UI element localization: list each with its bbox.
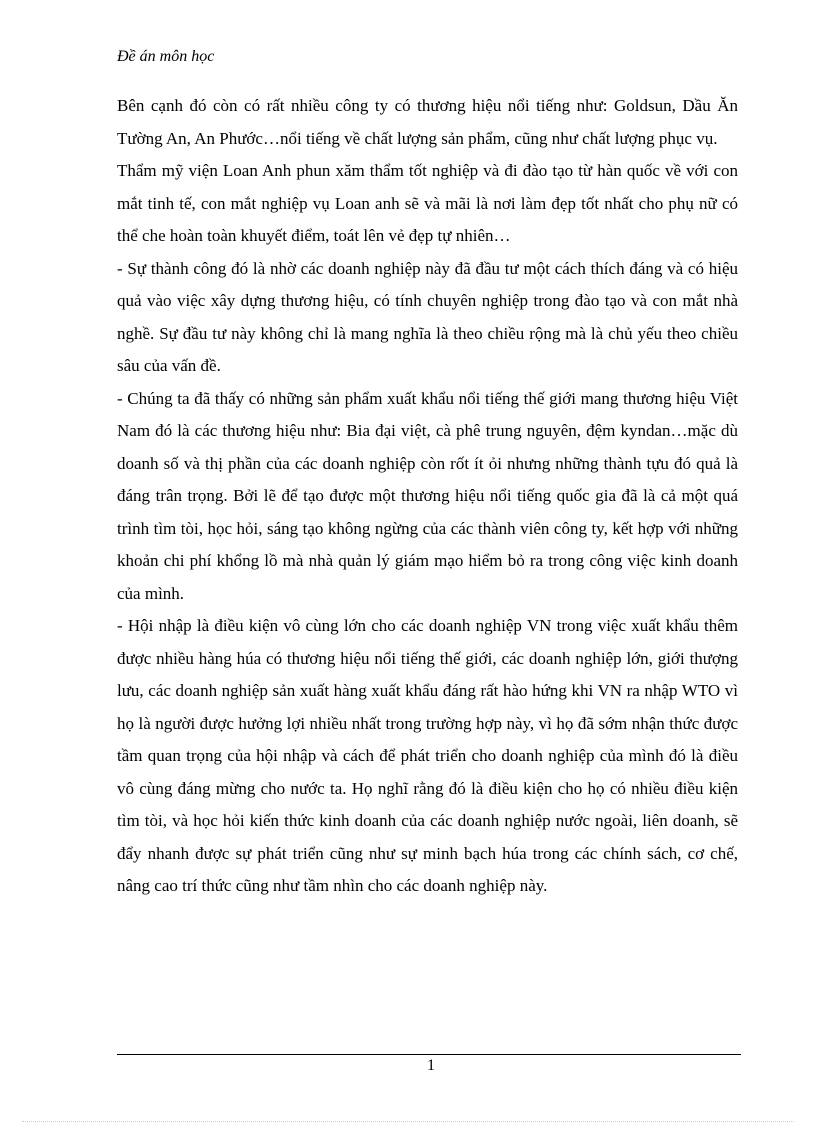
paragraph-brands: Bên cạnh đó còn có rất nhiều công ty có thương hiệu nổi tiếng như: Goldsun, Dầu Ăn Tường An, An Phước…nổi tiếng về chất lượng sản phẩm, cũng như chất lượng phục vụ. <box>117 96 738 148</box>
page-bottom-border <box>22 1121 794 1122</box>
paragraph-integration: - Hội nhập là điều kiện vô cùng lớn cho các doanh nghiệp VN trong việc xuất khẩu thêm được nhiều hàng húa có thương hiệu nổi tiếng thế giới, các doanh nghiệp lớn, giới thượng lưu, các doanh nghiệp sản xuất hàng xuất khẩu đáng rất hào hứng khi VN ra nhập WTO vì họ là người được hưởng lợi nhiều nhất trong trường hợp này, vì họ đã sớm nhận thức được tầm quan trọng của hội nhập và cách để phát triển cho doanh nghiệp của mình đó là điều vô cùng đáng mừng cho nước ta. Họ nghĩ rằng đó là điều kiện cho họ có nhiều điều kiện tìm tòi, và học hỏi kiến thức kinh doanh của các doanh nghiệp nước ngoài, liên doanh, sẽ đẩy nhanh được sự phát triển cũng như sự minh bạch húa trong các chính sách, cơ chế, nâng cao trí thức cũng như tầm nhìn cho các doanh nghiệp này. <box>117 616 738 895</box>
paragraph-export-brands: - Chúng ta đã thấy có những sản phẩm xuất khẩu nổi tiếng thế giới mang thương hiệu Việt Nam đó là các thương hiệu như: Bia đại việt, cà phê trung nguyên, đệm kyndan…mặc dù doanh số và thị phần của các doanh nghiệp còn rốt ít ỏi nhưng những thành tựu đó quả là đáng trân trọng. Bởi lẽ để tạo được một thương hiệu nổi tiếng quốc gia đã là cả một quá trình tìm tòi, học hỏi, sáng tạo không ngừng của các thành viên công ty, kết hợp với những khoản chi phí khổng lồ mà nhà quản lý giám mạo hiểm bỏ ra trong công việc kinh doanh của mình. <box>117 388 738 603</box>
page-number: 1 <box>427 1057 435 1074</box>
body-text <box>117 90 738 903</box>
running-header: Đề án môn học <box>117 48 215 65</box>
paragraph-investment: - Sự thành công đó là nhờ các doanh nghiệp này đã đầu tư một cách thích đáng và có hiệu quả vào việc xây dựng thương hiệu, có tính chuyên nghiệp trong đào tạo và con mắt nhà nghề. Sự đầu tư này không chỉ là mang nghĩa là theo chiều rộng mà là chủ yếu theo chiều sâu của vấn đề. <box>117 258 738 375</box>
paragraph-beauty-salon: Thẩm mỹ viện Loan Anh phun xăm thẩm tốt nghiệp và đi đào tạo từ hàn quốc về với con mắt tinh tế, con mắt nghiệp vụ Loan anh sẽ và mãi là nơi làm đẹp tốt nhất cho phụ nữ có thể che hoàn toàn khuyết điểm, toát lên vẻ đẹp tự nhiên… <box>117 161 738 245</box>
footer-divider <box>117 1054 741 1055</box>
